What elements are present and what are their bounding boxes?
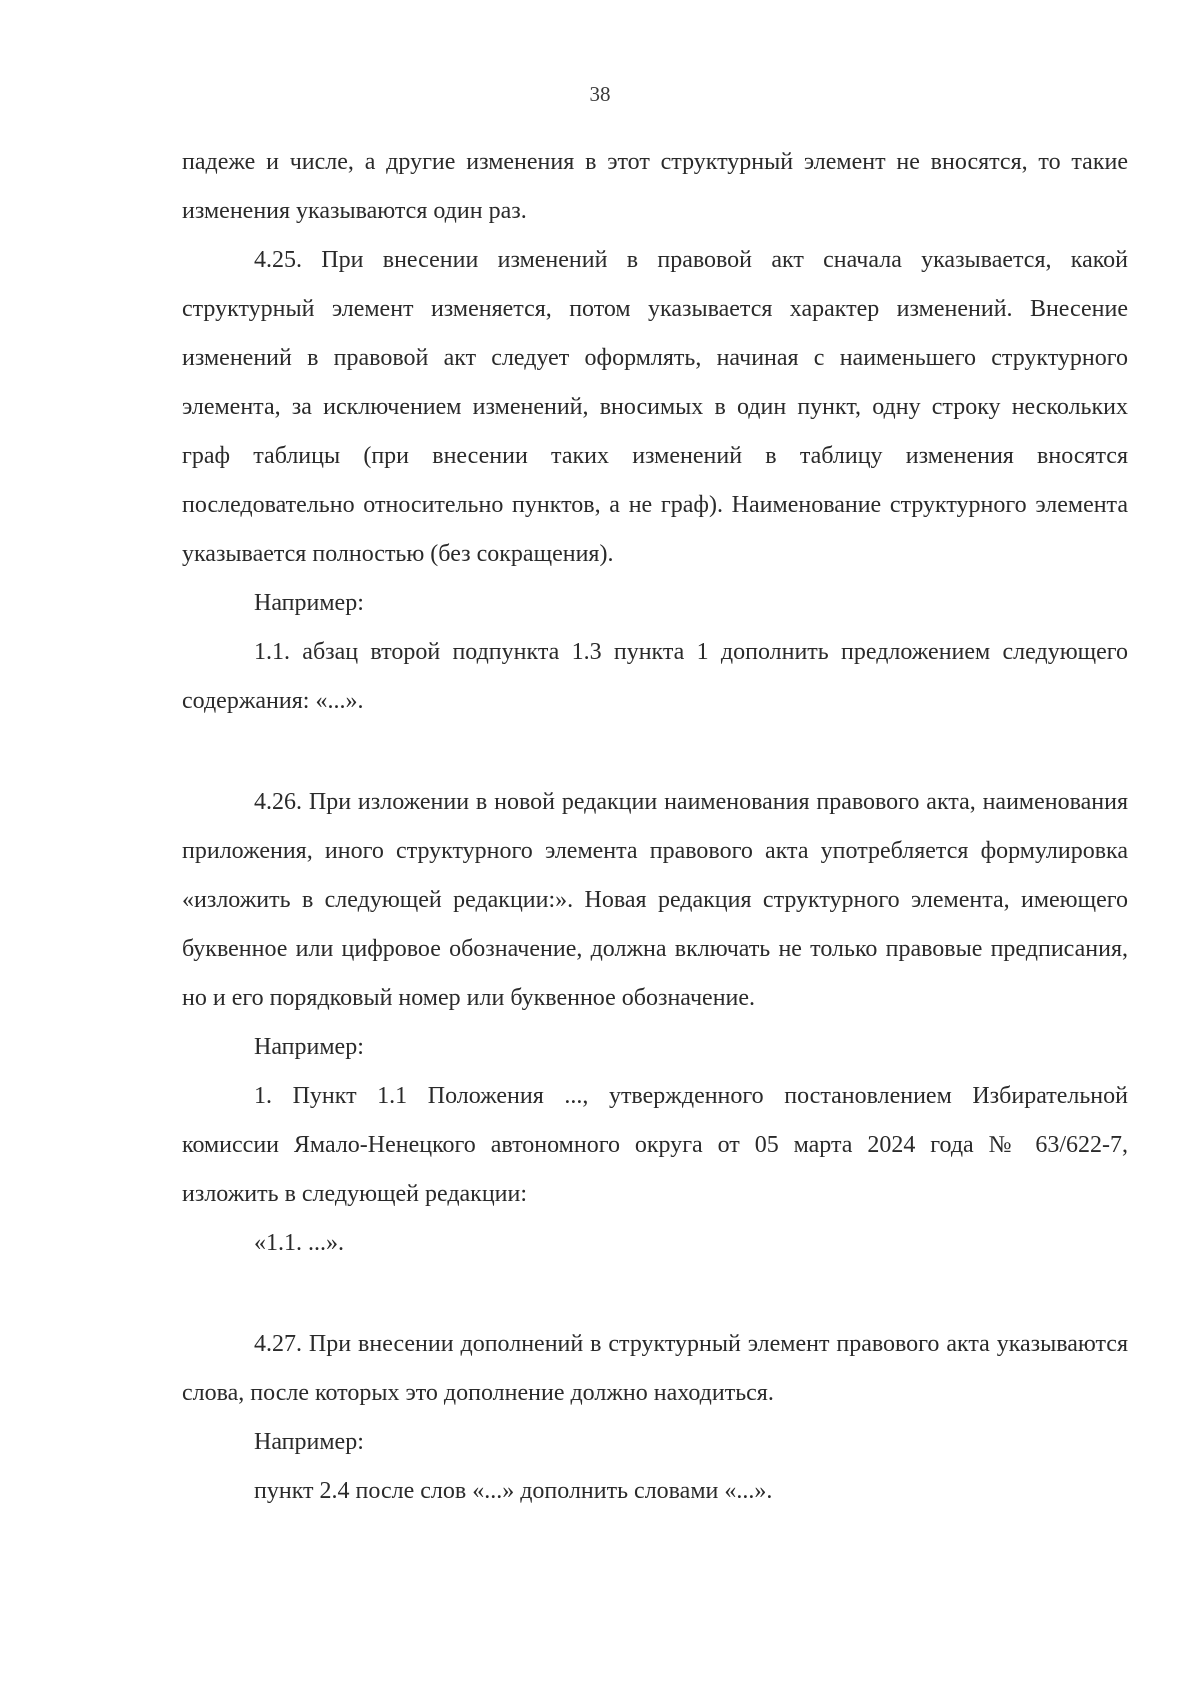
- example-quote: «1.1. ...».: [254, 1230, 344, 1256]
- paragraph-gap: [182, 1268, 1128, 1320]
- example-label: Например:: [254, 1429, 364, 1455]
- example-label: Например:: [254, 590, 364, 616]
- paragraph-4-27: 4.27. При внесении дополнений в структурный элемент правового акта указываются слова, после которых это дополнение должно находиться.: [182, 1331, 1128, 1406]
- page-number: 38: [589, 82, 611, 106]
- example-text: 1.1. абзац второй подпункта 1.3 пункта 1 дополнить предложением следующего содержания: «...».: [182, 639, 1128, 714]
- example-text: пункт 2.4 после слов «...» дополнить словами «...».: [254, 1478, 773, 1504]
- document-body: [182, 138, 1128, 1516]
- paragraph-4-26: 4.26. При изложении в новой редакции наименования правового акта, наименования приложения, иного структурного элемента правового акта употребляется формулировка «изложить в следующей редакции:». Новая редакция структурного элемента, имеющего буквенное или цифровое обозначение, должна включать не только правовые предписания, но и его порядковый номер или буквенное обозначение.: [182, 789, 1128, 1011]
- paragraph-gap: [182, 726, 1128, 778]
- example-text: 1. Пункт 1.1 Положения ..., утвержденного постановлением Избирательной комиссии Ямало-Ненецкого автономного округа от 05 марта 2024 года № 63/622-7, изложить в следующей редакции:: [182, 1083, 1128, 1207]
- example-label: Например:: [254, 1034, 364, 1060]
- paragraph-continuation: падеже и числе, а другие изменения в этот структурный элемент не вносятся, то такие изменения указываются один раз.: [182, 149, 1128, 224]
- paragraph-4-25: 4.25. При внесении изменений в правовой акт сначала указывается, какой структурный элемент изменяется, потом указывается характер изменений. Внесение изменений в правовой акт следует оформлять, начиная с наименьшего структурного элемента, за исключением изменений, вносимых в один пункт, одну строку нескольких граф таблицы (при внесении таких изменений в таблицу изменения вносятся последовательно относительно пунктов, а не граф). Наименование структурного элемента указывается полностью (без сокращения).: [182, 247, 1128, 567]
